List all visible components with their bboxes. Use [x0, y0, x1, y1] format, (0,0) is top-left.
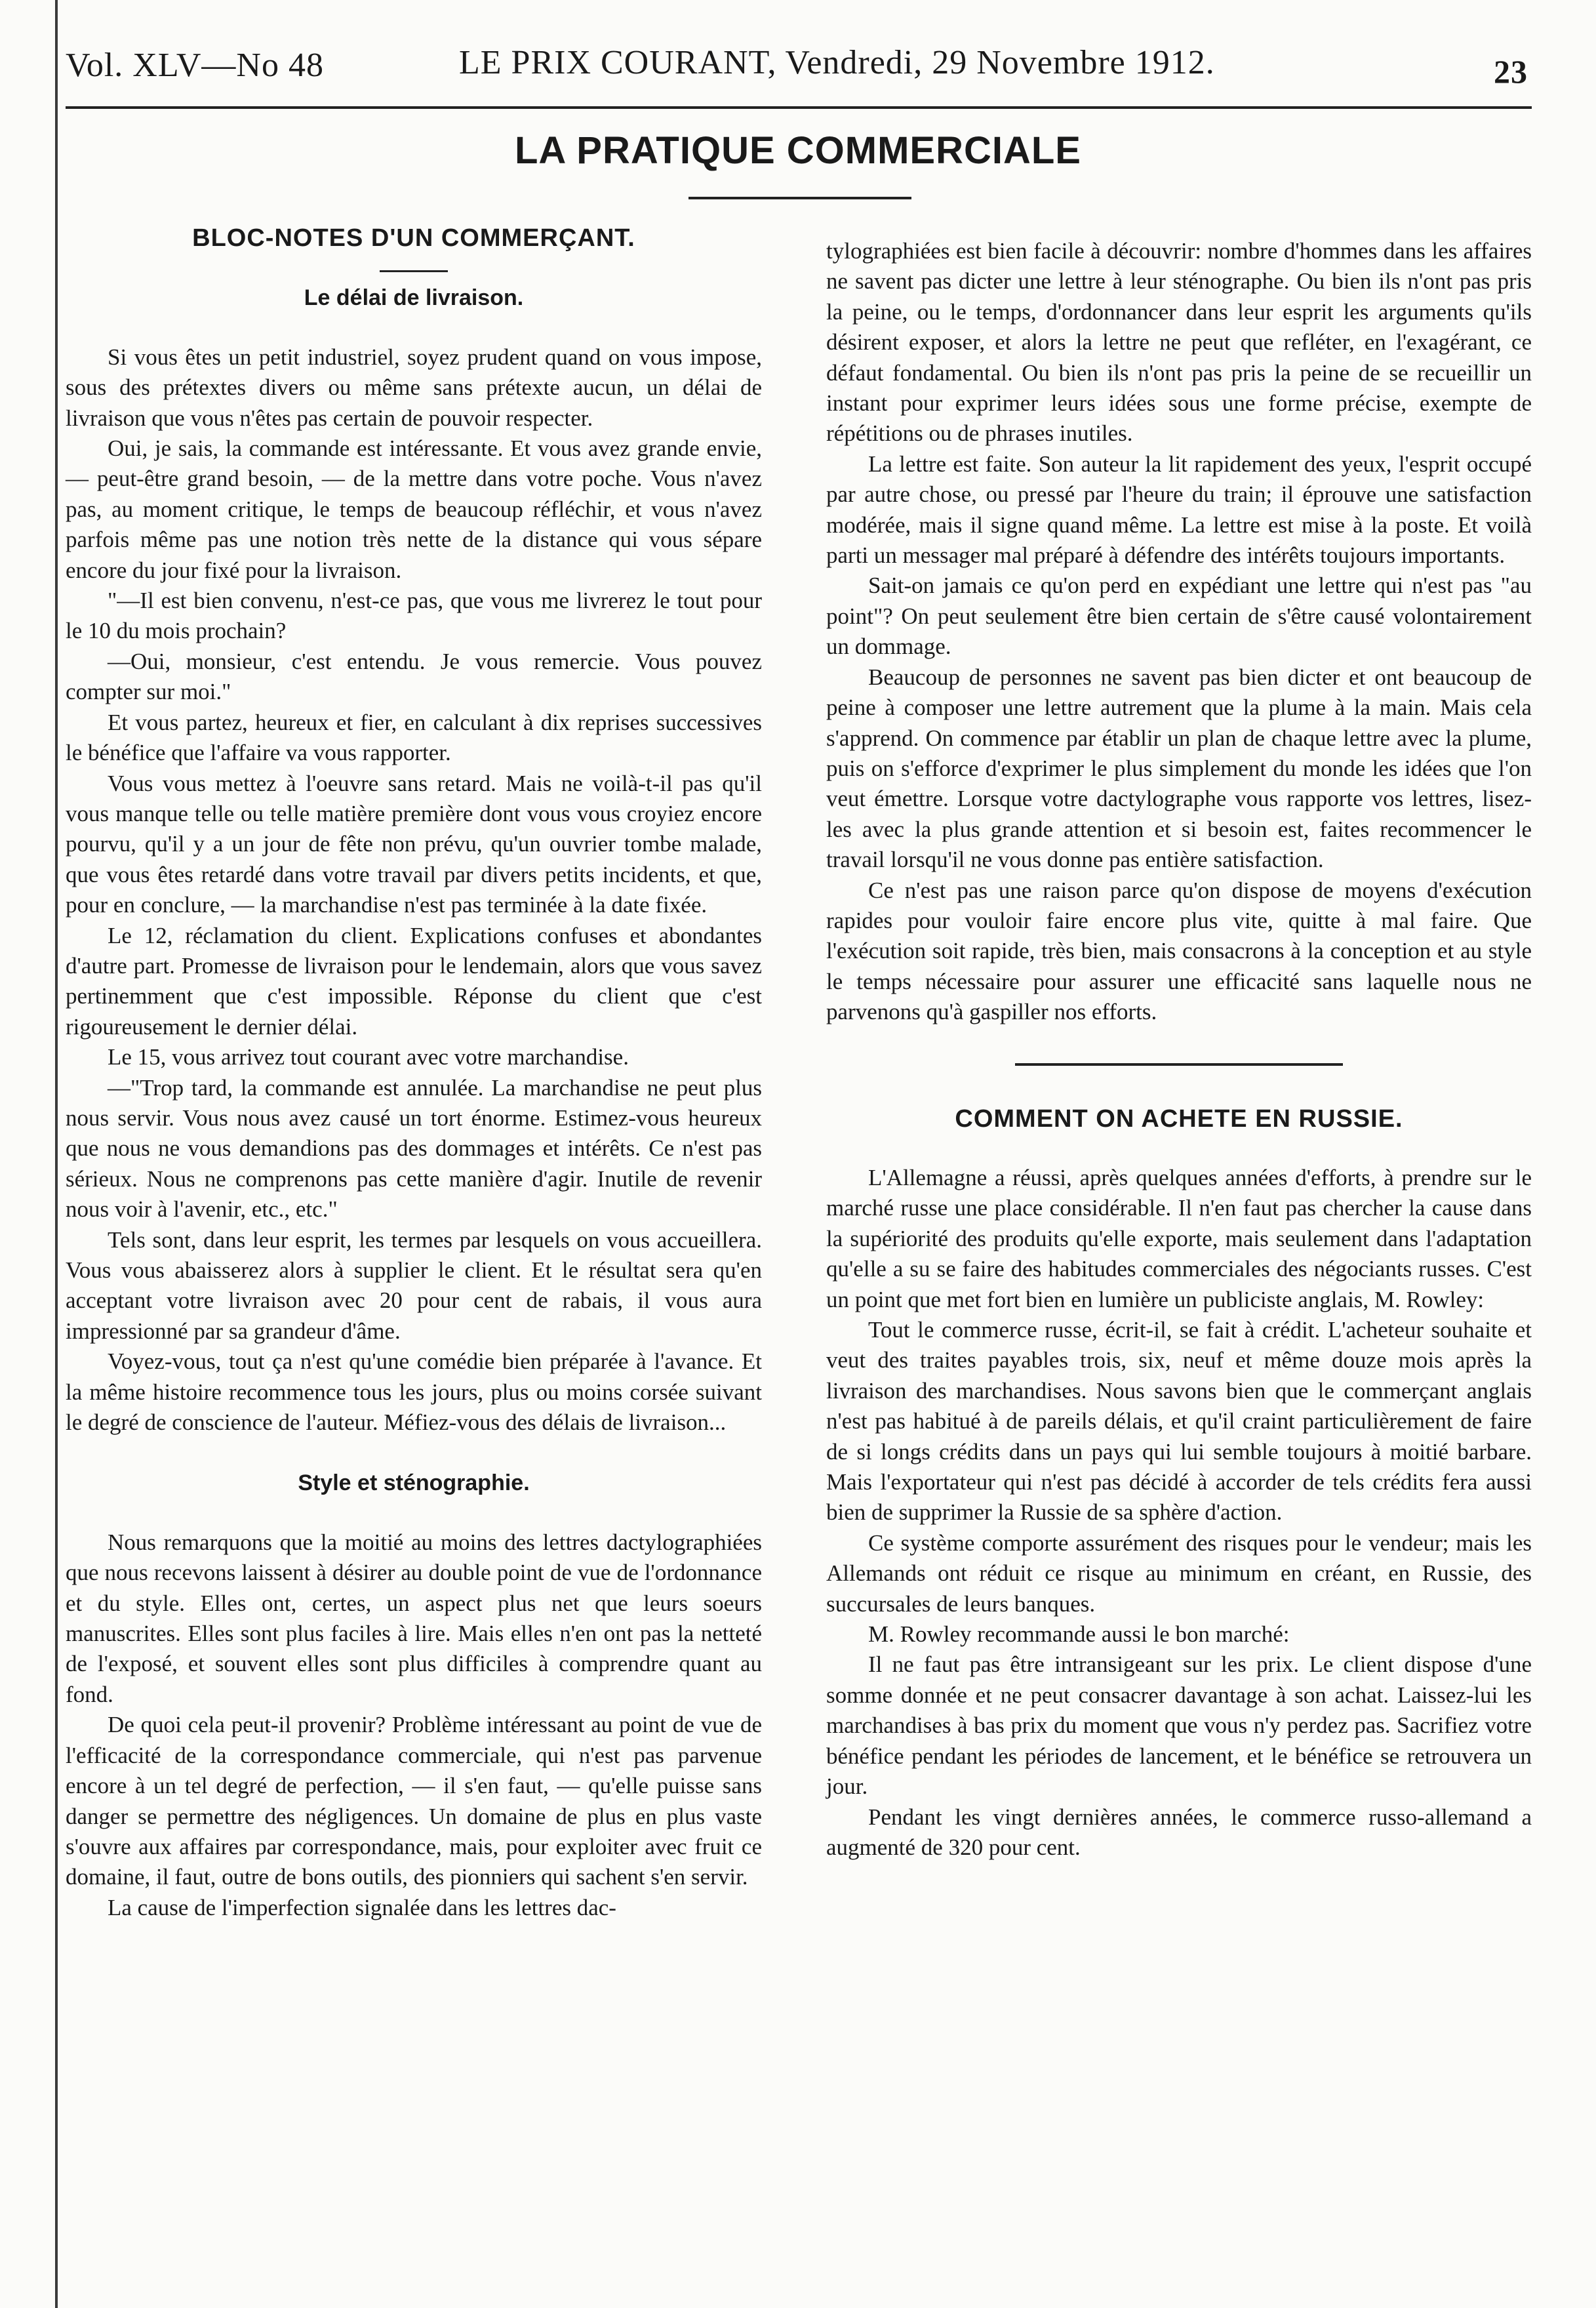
paragraph: M. Rowley recommande aussi le bon marché: — [868, 1621, 1290, 1648]
paragraph: Pendant les vingt dernières années, le commerce russo-allemand a augmenté de 320 pour cent. — [826, 1804, 1532, 1860]
volume-number: Vol. XLV—No 48 — [66, 47, 324, 84]
title-rule — [380, 270, 448, 272]
right-column — [826, 236, 1532, 1863]
page-number: 23 — [1494, 53, 1528, 90]
paragraph: Oui, je sais, la commande est intéressante. Et vous avez grande envie, — peut-être grand besoin, — de la mettre dans votre poche. Vous n'avez pas, au moment critique, le temps de beaucoup réfléchir, et vous n'avez parfois même pas une notion très nette de la distance qui vous sépare encore du jour fixé pour la livraison. — [66, 435, 762, 583]
paragraph: La lettre est faite. Son auteur la lit rapidement des yeux, l'esprit occupé par autre chose, ou pressé par l'heure du train; il éprouve une satisfaction modérée, mais il signe quand même. La lettre est mise à la poste. Et voilà parti un messager mal préparé à défendre des intérêts toujours importants. — [826, 451, 1532, 569]
article-subtitle: Le délai de livraison. — [304, 285, 524, 311]
header-rule — [66, 106, 1532, 109]
article-subtitle: Style et sténographie. — [298, 1470, 530, 1496]
paragraph: Tout le commerce russe, écrit-il, se fait à crédit. L'acheteur souhaite et veut des traites payables trois, six, neuf et même douze mois après la livraison des marchandises. Nous savons bien que le commerçant anglais n'est pas habitué à de pareils délais, et qu'il craint particulièrement de faire de si longs crédits dans un pays qui lui semble toujours à moitié barbare. Mais l'exportateur qui n'est pas décidé à accorder de tels crédits fera aussi bien de supprimer la Russie de sa sphère d'action. — [826, 1317, 1532, 1526]
paragraph: —"Trop tard, la commande est annulée. La marchandise ne peut plus nous servir. Vous nous avez causé un tort énorme. Estimez-vous heureux que nous ne vous demandions pas des dommages et intérêts. Ce n'est pas sérieux. Nous ne comprenons pas cette manière d'agir. Inutile de revenir nous voir à l'avenir, etc., etc." — [66, 1074, 762, 1223]
paragraph: Nous remarquons que la moitié au moins des lettres dactylographiées que nous recevons laissent à désirer au double point de vue de l'ordonnance et du style. Elles ont, certes, un aspect plus net que leurs soeurs manuscrites. Elles sont plus faciles à lire. Mais elles n'en ont pas la netteté de l'exposé, et souvent elles sont plus difficiles à comprendre quant au fond. — [66, 1529, 762, 1707]
left-column — [66, 223, 762, 1923]
paragraph: "—Il est bien convenu, n'est-ce pas, que vous me livrerez le tout pour le 10 du mois prochain? — [66, 588, 762, 644]
article-title: COMMENT ON ACHETE EN RUSSIE. — [955, 1104, 1403, 1133]
section-divider — [688, 197, 911, 199]
section-title: LA PRATIQUE COMMERCIALE — [515, 129, 1081, 172]
article-separator — [1015, 1063, 1343, 1066]
paragraph: Voyez-vous, tout ça n'est qu'une comédie bien préparée à l'avance. Et la même histoire recommence tous les jours, plus ou moins corsée suivant le degré de conscience de l'auteur. Méfiez-vous des délais de livraison... — [66, 1348, 762, 1436]
paragraph: Le 15, vous arrivez tout courant avec votre marchandise. — [108, 1044, 629, 1070]
paragraph: tylographiées est bien facile à découvrir: nombre d'hommes dans les affaires ne savent pas dicter une lettre à leur sténographe. Ou bien ils n'ont pas pris la peine, ou le temps, d'ordonnancer dans leur esprit les arguments qu'ils désirent exposer, et alors la lettre ne peut que refléter, en l'exagérant, ce défaut fondamental. Ou bien ils n'ont pas pris la peine de se recueillir un instant pour exprimer leurs idées sous une forme précise, exempte de répétitions ou de phrases inutiles. — [826, 238, 1532, 447]
paragraph: —Oui, monsieur, c'est entendu. Je vous remercie. Vous pouvez compter sur moi." — [66, 648, 762, 705]
page-header — [66, 41, 1528, 93]
article-title: BLOC-NOTES D'UN COMMERÇANT. — [192, 224, 635, 252]
paragraph: Vous vous mettez à l'oeuvre sans retard. Mais ne voilà-t-il pas qu'il vous manque telle ou telle matière première dont vous vous croyiez encore pourvu, qu'il y a un jour de fête non prévu, qu'un ouvrier tombe malade, que vous êtes retardé dans votre travail par divers petits incidents, et que, pour en conclure, — la marchandise n'est pas terminée à la date fixée. — [66, 770, 762, 918]
paragraph: Tels sont, dans leur esprit, les termes par lesquels on vous accueillera. Vous vous abaisserez alors à supplier le client. Et le résultat sera qu'en acceptant votre livraison avec 20 pour cent de rabais, il vous aura impressionné par sa grandeur d'âme. — [66, 1226, 762, 1344]
paragraph: De quoi cela peut-il provenir? Problème intéressant au point de vue de l'efficacité de la correspondance commerciale, qui n'est pas parvenue encore à un tel degré de perfection, — il s'en faut, — qu'elle puisse sans danger se permettre des négligences. Un domaine de plus en plus vaste s'ouvre aux affaires par correspondance, mais, pour exploiter avec fruit ce domaine, il faut, outre de bons outils, des pionniers qui sachent s'en servir. — [66, 1712, 762, 1890]
paragraph: Si vous êtes un petit industriel, soyez prudent quand on vous impose, sous des prétextes divers ou même sans prétexte aucun, un délai de livraison que vous n'êtes pas certain de pouvoir respecter. — [66, 344, 762, 431]
paragraph: Ce n'est pas une raison parce qu'on dispose de moyens d'exécution rapides pour vouloir faire encore plus vite, quitte à mal faire. Que l'exécution soit rapide, très bien, mais consacrons à la conception et au style le temps nécessaire pour assurer une efficacité sans laquelle nous ne parvenons qu'à gaspiller nos efforts. — [826, 877, 1532, 1025]
paragraph: Le 12, réclamation du client. Explications confuses et abondantes d'autre part. Promesse de livraison pour le lendemain, alors que vous savez pertinemment que c'est impossible. Réponse du client que c'est rigoureusement le dernier délai. — [66, 922, 762, 1040]
newspaper-title-date: LE PRIX COURANT, Vendredi, 29 Novembre 1912. — [459, 44, 1215, 81]
paragraph: L'Allemagne a réussi, après quelques années d'efforts, à prendre sur le marché russe une place considérable. Il n'en faut pas chercher la cause dans la supériorité des produits qu'elle exporte, mais seulement dans l'adaptation qu'elle a su se faire des habitudes commerciales des négociants russes. C'est un point que met fort bien en lumière un publiciste anglais, M. Rowley: — [826, 1164, 1532, 1312]
paragraph: Sait-on jamais ce qu'on perd en expédiant une lettre qui n'est pas "au point"? On peut seulement être bien certain de s'être causé volontairement un dommage. — [826, 573, 1532, 660]
paragraph: Et vous partez, heureux et fier, en calculant à dix reprises successives le bénéfice que l'affaire va vous rapporter. — [66, 709, 762, 766]
page-edge-rule — [55, 0, 58, 2308]
paragraph: La cause de l'imperfection signalée dans les lettres dac- — [108, 1894, 616, 1920]
paragraph: Il ne faut pas être intransigeant sur les prix. Le client dispose d'une somme donnée et ne peut consacrer davantage à son achat. Laissez-lui les marchandises à bas prix du moment que vous n'y perdez pas. Sacrifiez votre bénéfice pendant les périodes de lancement, et le bénéfice se retrouvera un jour. — [826, 1651, 1532, 1800]
paragraph: Beaucoup de personnes ne savent pas bien dicter et ont beaucoup de peine à composer une lettre autrement que la plume à la main. Mais cela s'apprend. On commence par établir un plan de chaque lettre avec la plume, puis on s'efforce d'exprimer le plus simplement du monde les idées que l'on veut émettre. Lorsque votre dactylographe vous rapporte vos lettres, lisez-les avec la plus grande attention et si besoin est, faites recommencer le travail lorsqu'il ne vous donne pas entière satisfaction. — [826, 664, 1532, 873]
paragraph: Ce système comporte assurément des risques pour le vendeur; mais les Allemands ont réduit ce risque au minimum en créant, en Russie, des succursales de leurs banques. — [826, 1529, 1532, 1617]
